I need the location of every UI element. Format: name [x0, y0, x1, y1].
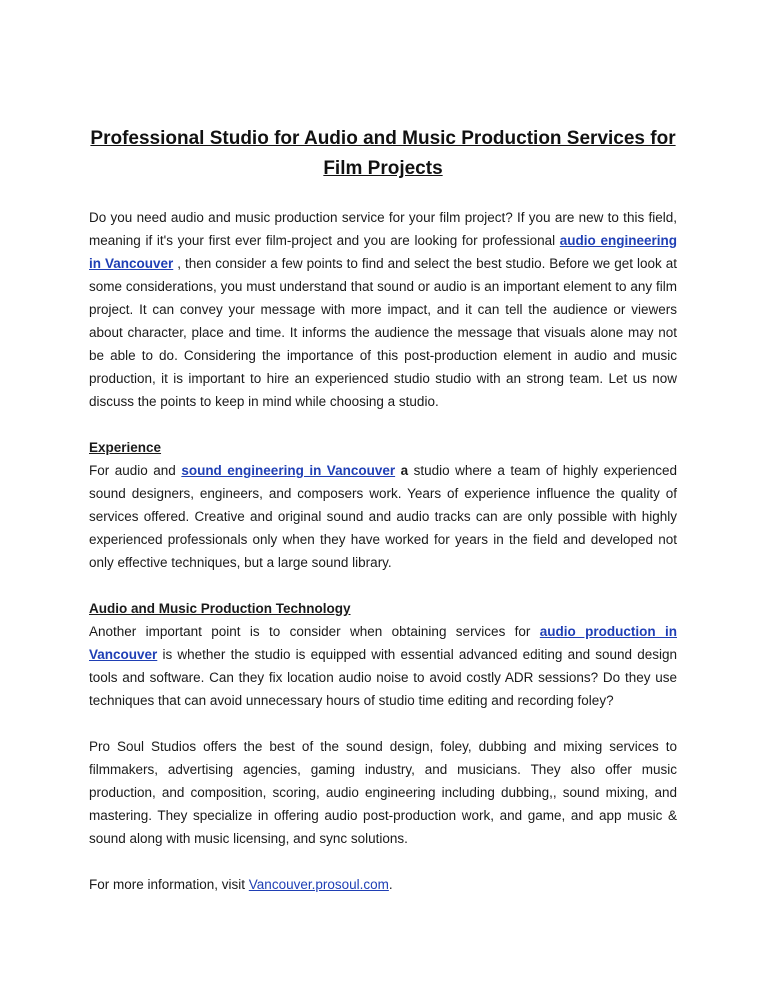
- prosoul-paragraph: Pro Soul Studios offers the best of the sound design, foley, dubbing and mixing services to filmmakers, advertising agencies, gaming industry, and musicians. They also offer music production, and composition, scoring, audio engineering including dubbing,, sound mixing, and mastering. They specialize in offering audio post-production work, and game, and app music & sound along with music licensing, and sync solutions.: [89, 739, 677, 846]
- prosoul-website-link[interactable]: Vancouver.prosoul.com: [248, 877, 389, 892]
- experience-bold-a: a: [395, 463, 409, 478]
- more-info-text: For more information, visit: [89, 877, 249, 892]
- more-info-paragraph: [89, 873, 677, 896]
- experience-heading: Experience: [89, 440, 162, 455]
- audio-engineering-link[interactable]: audio engineering in Vancouver: [89, 233, 677, 271]
- intro-paragraph: [89, 206, 677, 413]
- audio-production-link[interactable]: audio production in Vancouver: [89, 624, 677, 662]
- experience-section: [89, 436, 677, 574]
- document-title: Professional Studio for Audio and Music Production Services for Film Projects: [90, 128, 676, 179]
- more-info-period: .: [388, 877, 393, 892]
- technology-text-2: is whether the studio is equipped with essential advanced editing and sound design tools and software. Can they fix location audio noise to avoid costly ADR sessions? Do they use techniques that can avoid unnecessary hours of studio time editing and recording foley?: [89, 647, 677, 708]
- intro-text-1: Do you need audio and music production service for your film project? If you are new to this field, meaning if it's your first ever film-project and you are looking for professional: [89, 210, 677, 248]
- technology-section: [89, 597, 677, 712]
- technology-heading: Audio and Music Production Technology: [89, 601, 351, 616]
- intro-text-2: , then consider a few points to find and select the best studio. Before we get look at some considerations, you must understand that sound or audio is an important element to any film project. It can convey your message with more impact, and it can tell the audience or viewers about character, place and time. It informs the audience the message that visuals alone may not be able to do. Considering the importance of this post-production element in audio and music production, it is important to hire an experienced studio studio with an strong team. Let us now discuss the points to keep in mind while choosing a studio.: [89, 256, 677, 409]
- experience-text-2: studio where a team of highly experienced sound designers, engineers, and composers work. Years of experience influence the quality of services offered. Creative and original sound and audio tracks can are only possible with highly experienced professionals only when they have worked for years in the field and developed not only effective techniques, but a large sound library.: [89, 463, 678, 570]
- technology-text-1: Another important point is to consider when obtaining services for: [89, 624, 540, 639]
- document-content: [89, 124, 677, 919]
- sound-engineering-link[interactable]: sound engineering in Vancouver: [181, 463, 396, 478]
- experience-text-1: For audio and: [89, 463, 182, 478]
